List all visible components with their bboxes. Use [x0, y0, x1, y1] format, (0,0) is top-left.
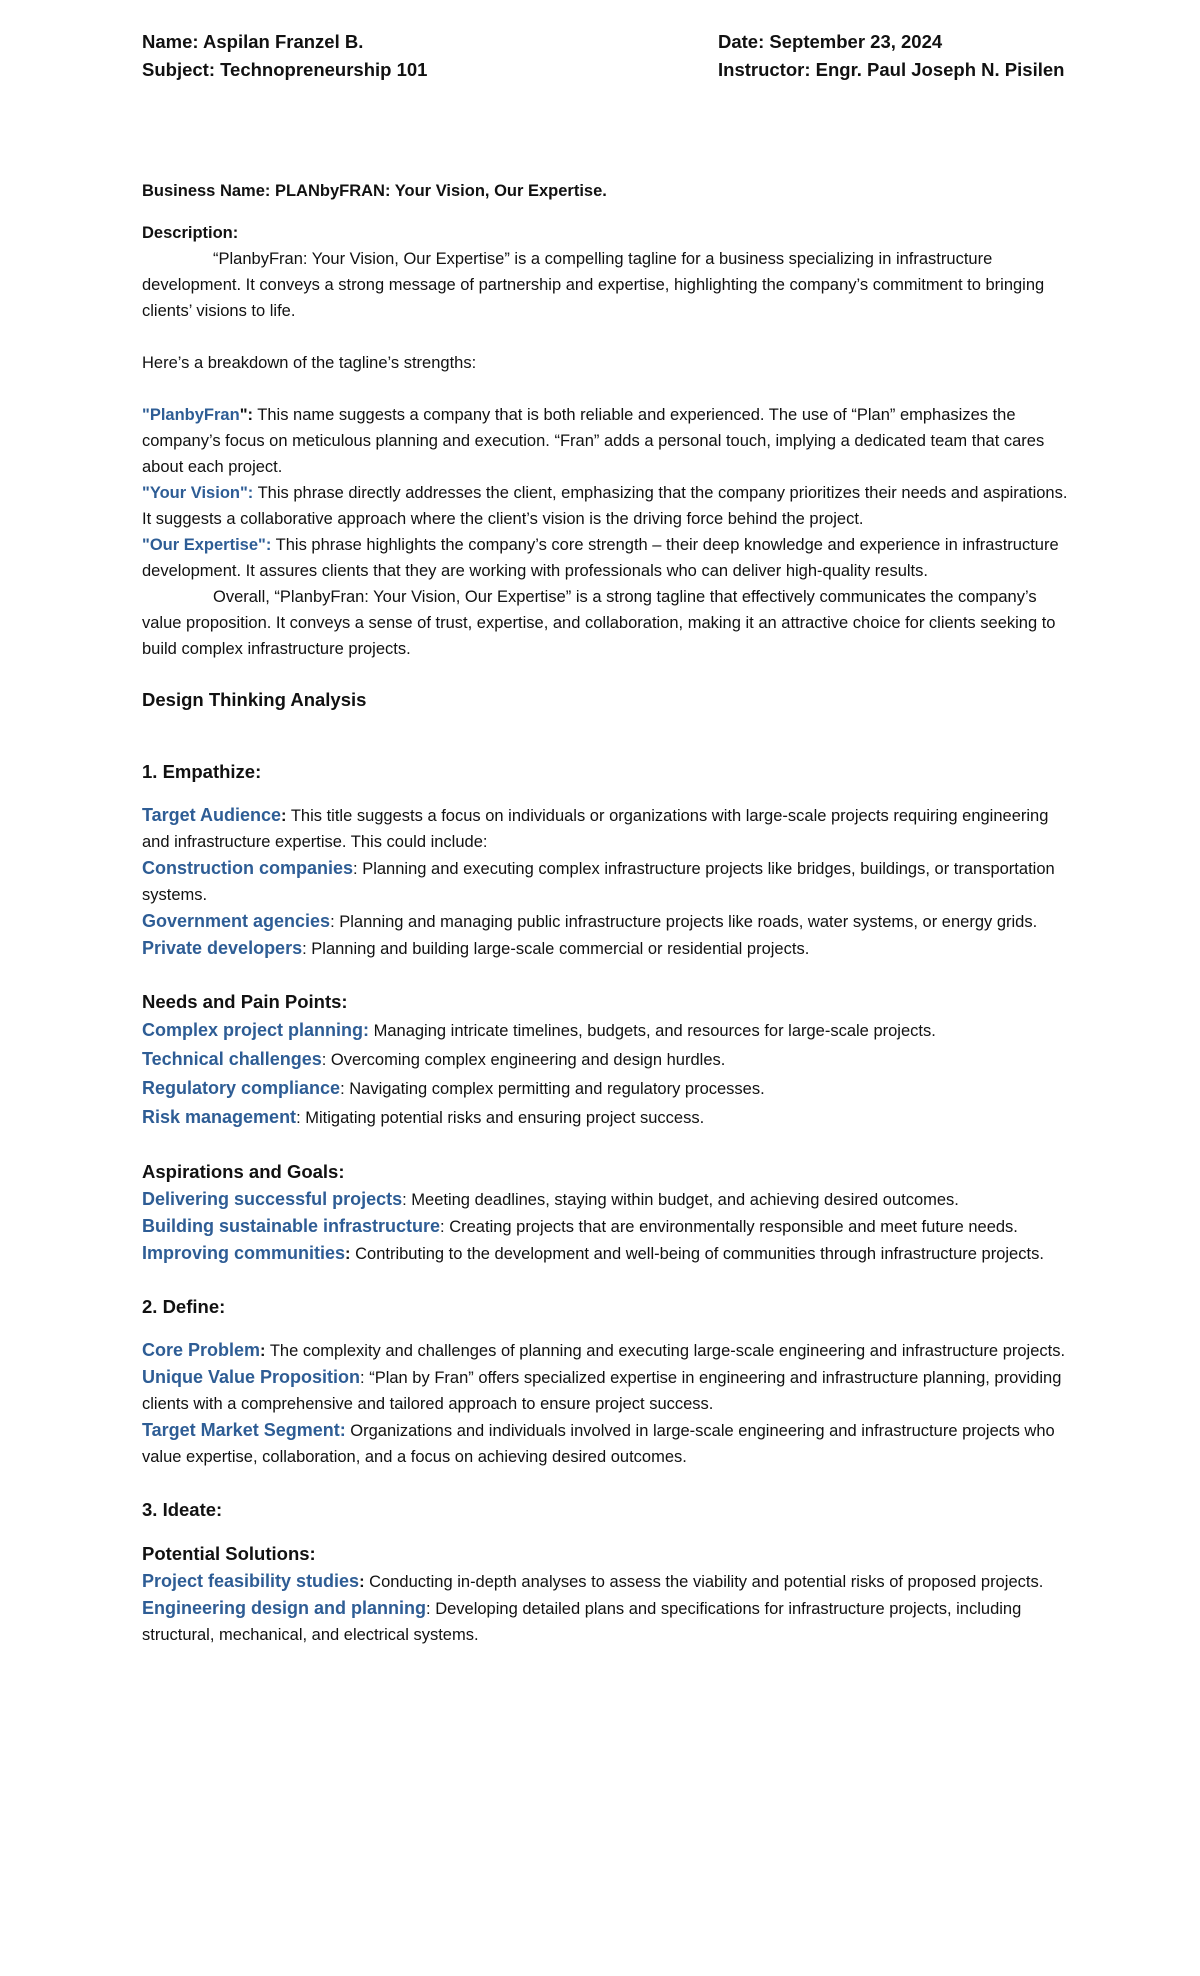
item-sep: : — [340, 1080, 345, 1098]
list-item — [142, 855, 1072, 908]
item-term: Target Market Segment: — [142, 1420, 346, 1440]
list-item — [142, 1337, 1072, 1364]
item-sep: : — [321, 1051, 327, 1069]
item-text: Overcoming complex engineering and design hurdles. — [326, 1051, 726, 1069]
item-sep: : — [426, 1600, 431, 1618]
subject-line: Subject: Technopreneurship 101 — [142, 59, 428, 80]
item-term: Improving communities — [142, 1243, 346, 1263]
item-text: Conducting in-depth analyses to assess the viability and potential risks of proposed projects. — [364, 1573, 1044, 1591]
list-item — [142, 1016, 1072, 1045]
strength-item — [142, 532, 1072, 584]
business-name: Business Name: PLANbyFRAN: Your Vision, Our Expertise. — [142, 182, 607, 200]
list-item — [142, 1364, 1072, 1417]
overall-text: Overall, “PlanbyFran: Your Vision, Our Expertise” is a strong tagline that effectively communicates the company’s value proposition. It conveys a sense of trust, expertise, and collaboration, making it an attractive choice for clients seeking to build complex infrastructure projects. — [142, 588, 1056, 658]
needs-heading: Needs and Pain Points: — [142, 991, 348, 1012]
list-item — [142, 1240, 1072, 1267]
list-item — [142, 1074, 1072, 1103]
list-item — [142, 1186, 1072, 1213]
item-term: Regulatory compliance — [142, 1078, 341, 1098]
item-term: Delivering successful projects — [142, 1189, 403, 1209]
strength-term: "Your Vision": — [142, 484, 254, 502]
empathize-heading: 1. Empathize: — [142, 761, 262, 782]
item-sep: : — [260, 1342, 266, 1360]
item-text: “Plan by Fran” offers specialized expertise in engineering and infrastructure planning, providing clients with a comprehensive and tailored approach to ensure project success. — [142, 1369, 1062, 1413]
header-left — [142, 28, 427, 84]
item-text: Planning and building large-scale commercial or residential projects. — [306, 940, 810, 958]
item-sep: : — [345, 1245, 351, 1263]
item-text: Contributing to the development and well-being of communities through infrastructure projects. — [350, 1245, 1044, 1263]
item-text: Planning and executing complex infrastructure projects like bridges, buildings, or transportation systems. — [142, 860, 1055, 904]
description-label: Description: — [142, 224, 239, 242]
item-sep: : — [402, 1191, 407, 1209]
instructor-line: Instructor: Engr. Paul Joseph N. Pisilen — [718, 59, 1065, 80]
strength-term-tail: ": — [239, 406, 254, 424]
item-term: Risk management — [142, 1107, 297, 1127]
solutions-list — [142, 1568, 1072, 1648]
item-text: Developing detailed plans and specifications for infrastructure projects, including structural, mechanical, and electrical systems. — [142, 1600, 1022, 1644]
date-line: Date: September 23, 2024 — [718, 31, 943, 52]
item-sep: : — [360, 1369, 365, 1387]
item-text: Managing intricate timelines, budgets, and resources for large-scale projects. — [369, 1022, 936, 1040]
header-right — [718, 28, 1072, 84]
audience-section — [142, 802, 1072, 962]
aspirations-heading: Aspirations and Goals: — [142, 1161, 345, 1182]
item-text: Mitigating potential risks and ensuring project success. — [300, 1109, 705, 1127]
list-item — [142, 1568, 1072, 1595]
item-sep: : — [359, 1573, 365, 1591]
target-audience-term: Target Audience — [142, 805, 282, 825]
define-heading: 2. Define: — [142, 1296, 226, 1317]
item-text: Planning and managing public infrastructure projects like roads, water systems, or energy grids. — [334, 913, 1038, 931]
target-audience — [142, 802, 1072, 855]
item-sep: : — [440, 1218, 445, 1236]
item-text: Organizations and individuals involved in large-scale engineering and infrastructure projects who value expertise, collaboration, and a focus on achieving desired outcomes. — [142, 1422, 1055, 1466]
item-text: The complexity and challenges of planning and executing large-scale engineering and infrastructure projects. — [265, 1342, 1066, 1360]
item-text: Navigating complex permitting and regulatory processes. — [344, 1080, 765, 1098]
target-audience-text: This title suggests a focus on individuals or organizations with large-scale projects requiring engineering and infrastructure expertise. This could include: — [142, 807, 1049, 851]
list-item — [142, 1595, 1072, 1648]
strength-text: This name suggests a company that is both reliable and experienced. The use of “Plan” emphasizes the company’s focus on meticulous planning and execution. “Fran” adds a personal touch, implying a dedicated team that cares about each project. — [142, 406, 1045, 476]
ideate-heading: 3. Ideate: — [142, 1499, 223, 1520]
list-item — [142, 1045, 1072, 1074]
target-audience-sep: : — [281, 807, 287, 825]
breakdown-intro: Here’s a breakdown of the tagline’s strengths: — [142, 354, 477, 372]
item-sep: : — [302, 940, 307, 958]
list-item — [142, 908, 1072, 935]
item-term: Project feasibility studies — [142, 1571, 360, 1591]
item-term: Technical challenges — [142, 1049, 322, 1069]
strengths-list — [142, 402, 1072, 662]
strength-term: "PlanbyFran — [142, 406, 240, 424]
needs-list — [142, 1016, 1072, 1132]
document-page — [142, 28, 1072, 1648]
student-name: Name: Aspilan Franzel B. — [142, 31, 364, 52]
description-text: “PlanbyFran: Your Vision, Our Expertise” is a compelling tagline for a business specializing in infrastructure development. It conveys a strong message of partnership and expertise, highlighting the company’s commitment to bringing clients’ visions to life. — [142, 250, 1045, 320]
item-term: Engineering design and planning — [142, 1598, 427, 1618]
strength-item — [142, 480, 1072, 532]
define-list — [142, 1337, 1072, 1470]
item-term: Construction companies — [142, 858, 354, 878]
item-term: Building sustainable infrastructure — [142, 1216, 441, 1236]
strength-item — [142, 402, 1072, 480]
item-term: Unique Value Proposition — [142, 1367, 361, 1387]
list-item — [142, 935, 1072, 962]
item-term: Complex project planning: — [142, 1020, 370, 1040]
design-thinking-title: Design Thinking Analysis — [142, 689, 367, 710]
list-item — [142, 1103, 1072, 1132]
strength-text: This phrase highlights the company’s core strength – their deep knowledge and experience in infrastructure development. It assures clients that they are working with professionals who can deliver high-quality results. — [142, 536, 1059, 580]
item-sep: : — [296, 1109, 301, 1127]
strength-term: "Our Expertise": — [142, 536, 272, 554]
solutions-heading: Potential Solutions: — [142, 1543, 316, 1564]
list-item — [142, 1417, 1072, 1470]
item-text: Creating projects that are environmentally responsible and meet future needs. — [444, 1218, 1018, 1236]
strength-text: This phrase directly addresses the client, emphasizing that the company prioritizes their needs and aspirations. It suggests a collaborative approach where the client’s vision is the driving force behind the project. — [142, 484, 1068, 528]
item-term: Core Problem — [142, 1340, 261, 1360]
item-term: Private developers — [142, 938, 303, 958]
item-sep: : — [330, 913, 335, 931]
item-text: Meeting deadlines, staying within budget, and achieving desired outcomes. — [406, 1191, 959, 1209]
list-item — [142, 1213, 1072, 1240]
aspirations-list — [142, 1186, 1072, 1267]
document-header — [142, 28, 1072, 84]
item-term: Government agencies — [142, 911, 331, 931]
item-sep: : — [353, 860, 358, 878]
